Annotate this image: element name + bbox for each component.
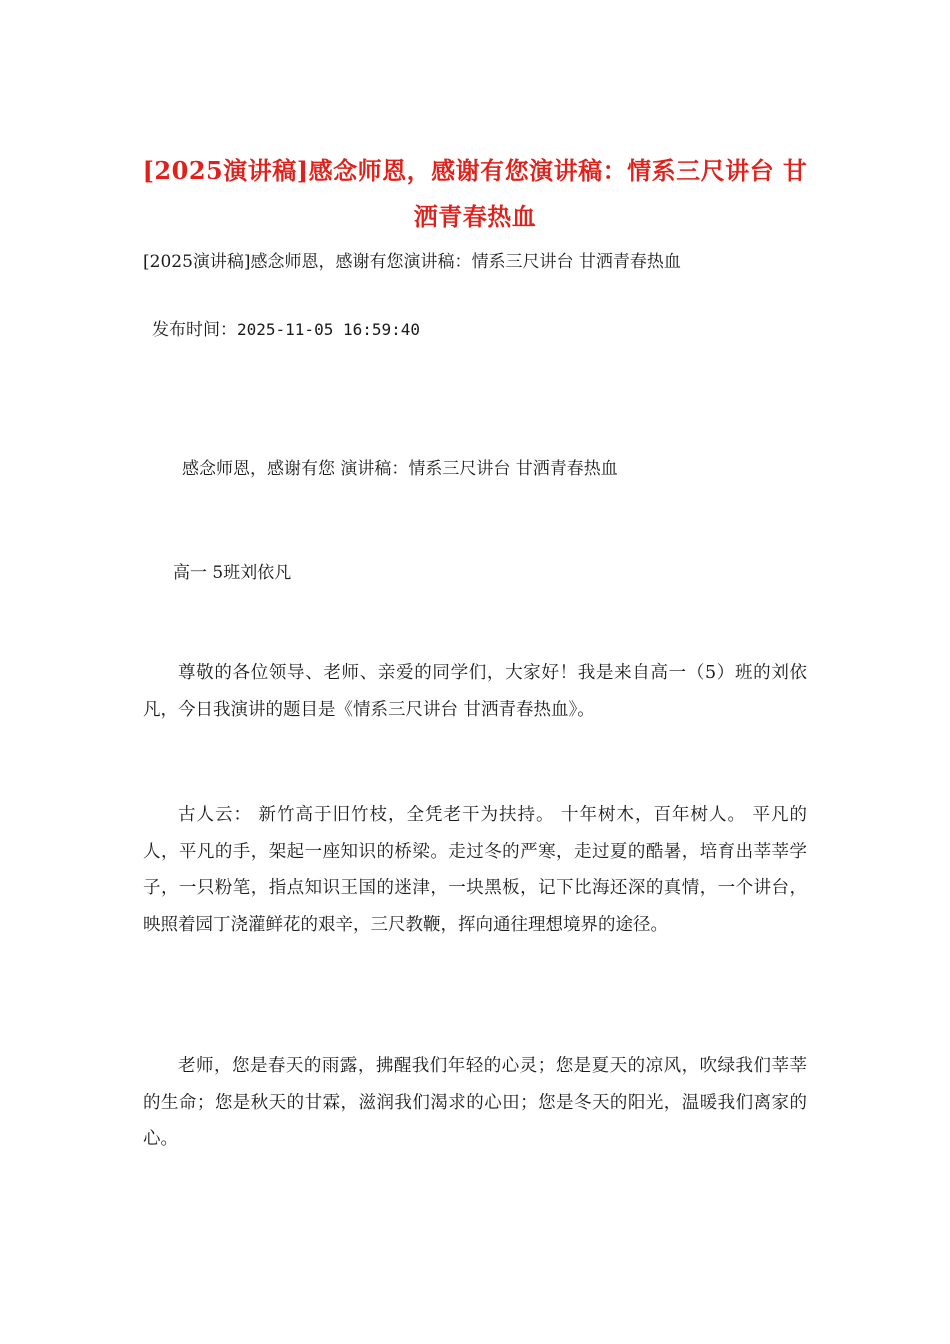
speech-heading: 感念师恩，感谢有您 演讲稿：情系三尺讲台 甘洒青春热血: [182, 459, 618, 479]
publish-label: 发布时间：: [152, 320, 237, 340]
paragraph-ancient-saying: 古人云： 新竹高于旧竹枝，全凭老干为扶持。 十年树木，百年树人。 平凡的人，平凡的手，架起一座知识的桥梁。走过冬的严寒，走过夏的酷暑，培育出莘莘学子，一只粉笔，指点知识王国的迷津，一块黑板，记下比海还深的真情，一个讲台，映照着园丁浇灌鲜花的艰辛，三尺教鞭，挥向通往理想境界的途径。: [143, 805, 807, 935]
paragraph-greeting: 尊敬的各位领导、老师、亲爱的同学们，大家好！我是来自高一（5）班的刘依凡，今日我演讲的题目是《情系三尺讲台 甘洒青春热血》。: [143, 663, 807, 720]
paragraph-teacher-praise: 老师，您是春天的雨露，拂醒我们年轻的心灵；您是夏天的凉风，吹绿我们莘莘的生命；您是秋天的甘霖，滋润我们渴求的心田；您是冬天的阳光，温暖我们离家的心。: [143, 1056, 807, 1149]
publish-time: 2025-11-05 16:59:40: [237, 320, 421, 339]
document-title: [2025演讲稿]感念师恩，感谢有您演讲稿：情系三尺讲台 甘洒青春热血: [142, 156, 808, 231]
author-line: 高一 5班刘依凡: [173, 563, 292, 583]
publish-info: [152, 318, 420, 342]
subtitle-line: [2025演讲稿]感念师恩，感谢有您演讲稿：情系三尺讲台 甘洒青春热血: [143, 252, 681, 272]
